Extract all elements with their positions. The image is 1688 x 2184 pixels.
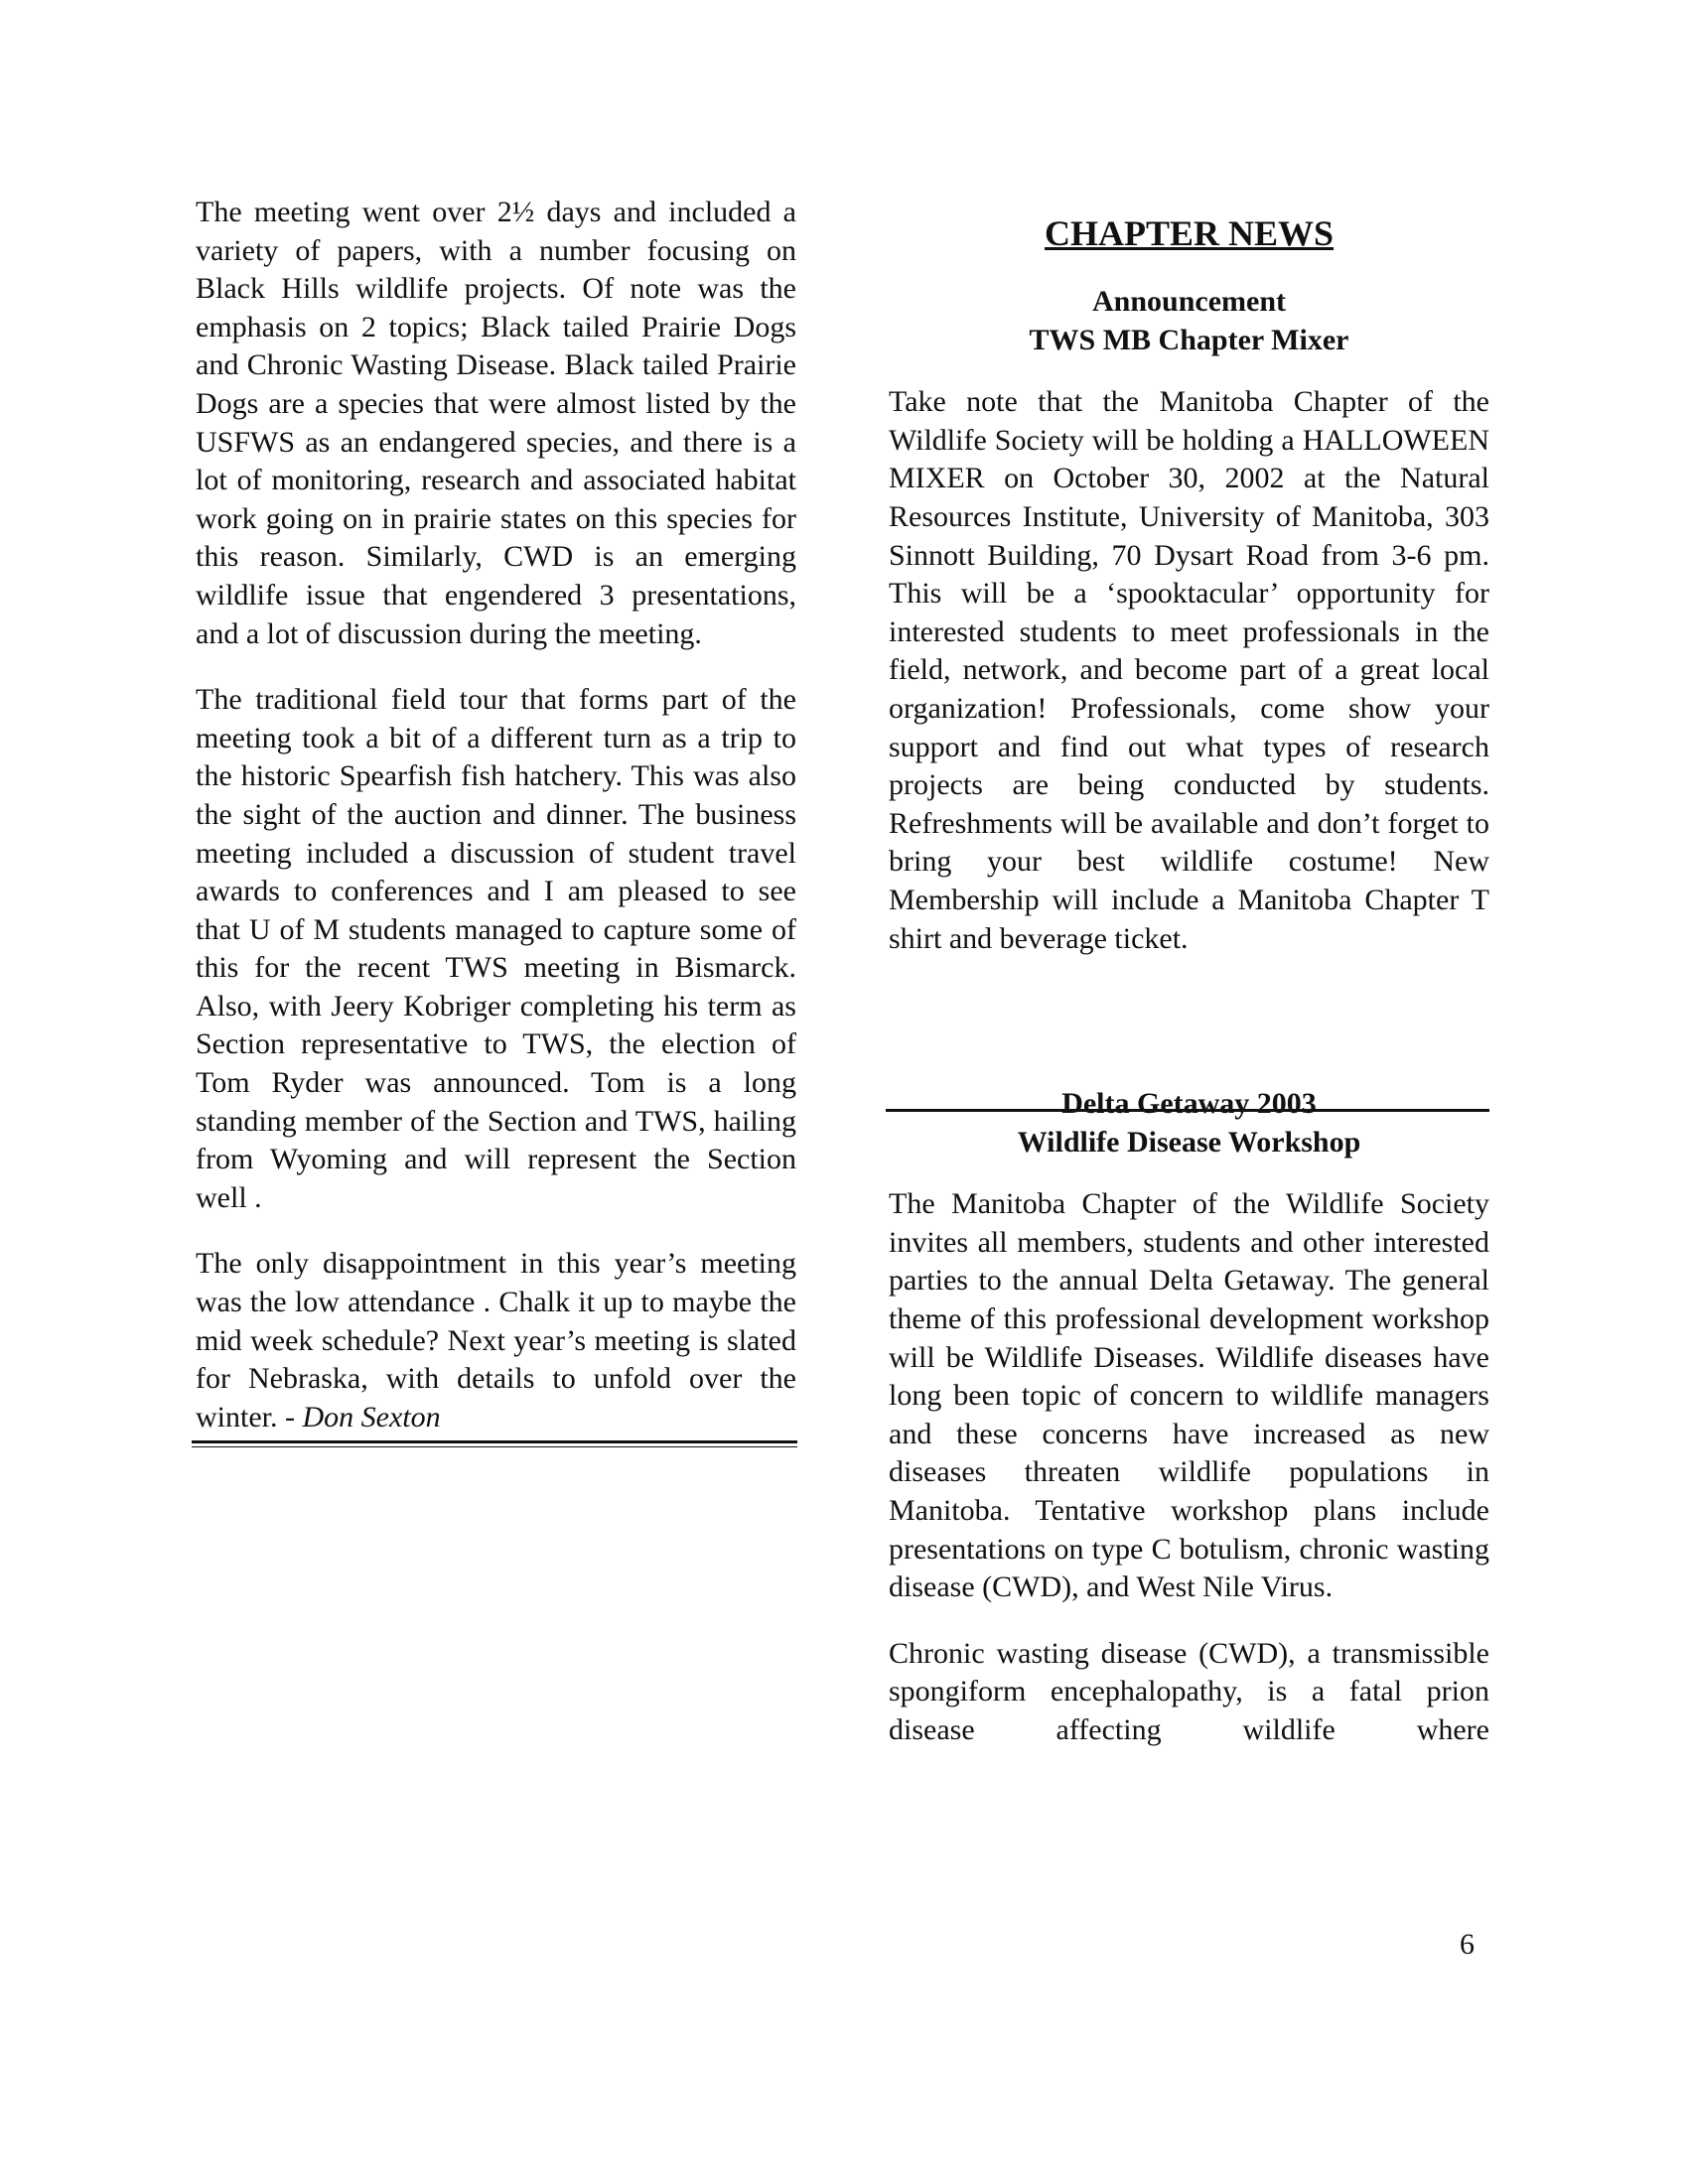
delta-paragraph-2: Chronic wasting disease (CWD), a transmissible spongiform encephalopathy, is a fatal prion disease affecting wildlife where bbox=[889, 1636, 1489, 1746]
section-divider bbox=[886, 1109, 1489, 1112]
page-number: 6 bbox=[1460, 1928, 1475, 1961]
meeting-paragraph-3 bbox=[196, 1245, 796, 1436]
delta-paragraph-1: The Manitoba Chapter of the Wildlife Society invites all members, students and other interested parties to the annual Delta Getaway. The general theme of this professional development workshop will be Wildlife Diseases. Wildlife diseases have long been topic of concern to wildlife managers and these concerns have increased as new diseases threaten wildlife populations in Manitoba. Tentative workshop plans include presentations on type C botulism, chronic wasting disease (CWD), and West Nile Virus. bbox=[889, 1187, 1489, 1604]
section-title: CHAPTER NEWS bbox=[1044, 213, 1335, 253]
mixer-heading bbox=[889, 283, 1489, 359]
delta-heading-line2: Wildlife Disease Workshop bbox=[1017, 1125, 1361, 1159]
mixer-heading-line2: TWS MB Chapter Mixer bbox=[1029, 323, 1349, 356]
meeting-paragraph-1: The meeting went over 2½ days and included a variety of papers, with a number focusing on Black Hills wildlife projects. Of note was the emphasis on 2 topics; Black tailed Prairie Dogs and Chronic Wasting Disease. Black tailed Prairie Dogs are a species that were almost listed by the USFWS as an endangered species, and there is a lot of monitoring, research and associated habitat work going on in prairie states on this species for this reason. Similarly, CWD is an emerging wildlife issue that engendered 3 presentations, and a lot of discussion during the meeting. bbox=[196, 196, 796, 650]
left-column bbox=[196, 194, 796, 1447]
delta-heading-line1: Delta Getaway 2003 bbox=[1061, 1087, 1317, 1121]
meeting-paragraph-2: The traditional field tour that forms part of the meeting took a bit of a different turn as a trip to the historic Spearfish fish hatchery. This was also the sight of the auction and dinner. The business meeting included a discussion of student travel awards to conferences and I am pleased to see that U of M students managed to capture some of this for the recent TWS meeting in Bismarck. Also, with Jeery Kobriger completing his term as Section representative to TWS, the election of Tom Ryder was announced. Tom is a long standing member of the Section and TWS, hailing from Wyoming and will represent the Section well . bbox=[196, 683, 796, 1214]
right-column bbox=[889, 194, 1489, 1778]
mixer-body: Take note that the Manitoba Chapter of the Wildlife Society will be holding a HALLOWEEN MIXER on October 30, 2002 at the Natural Resources Institute, University of Manitoba, 303 Sinnott Building, 70 Dysart Road from 3-6 pm. This will be a ‘spooktacular’ opportunity for interested students to meet professionals in the field, network, and become part of a great local organization! Professionals, come show your support and find out what types of research projects are being conducted by students. Refreshments will be available and don’t forget to bring your best wildlife costume! New Membership will include a Manitoba Chapter T shirt and beverage ticket. bbox=[889, 385, 1489, 955]
author-signature: Don Sexton bbox=[302, 1400, 441, 1433]
article-end-rule bbox=[192, 1440, 797, 1447]
meeting-paragraph-3-text: The only disappointment in this year’s meeting was the low attendance . Chalk it up to maybe the mid week schedule? Next year’s meeting is slated for Nebraska, with details to unfold over the winter. - bbox=[196, 1247, 796, 1433]
mixer-heading-line1: Announcement bbox=[1091, 285, 1286, 318]
delta-heading bbox=[889, 1085, 1489, 1161]
